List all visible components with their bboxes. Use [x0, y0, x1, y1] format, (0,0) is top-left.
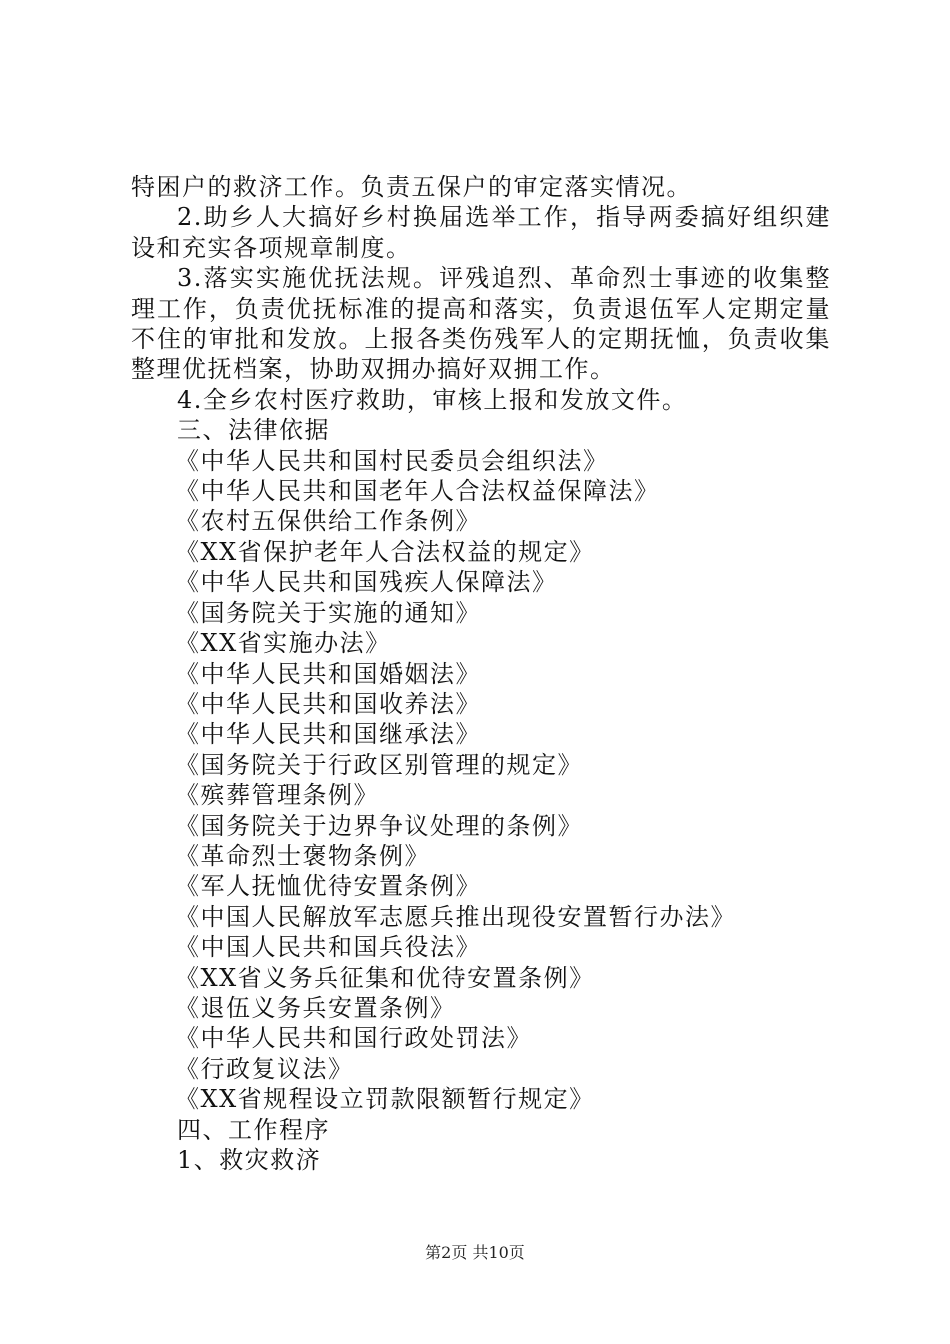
law-item: 《农村五保供给工作条例》	[175, 507, 481, 536]
law-item: 《中国人民解放军志愿兵推出现役安置暂行办法》	[175, 902, 736, 931]
law-list	[131, 446, 831, 1115]
law-item: 《中国人民共和国兵役法》	[175, 933, 481, 962]
law-item: 《革命烈士褒物条例》	[175, 841, 430, 870]
section-heading-work-procedure: 四、工作程序	[177, 1115, 330, 1144]
law-item: 《国务院关于边界争议处理的条例》	[175, 811, 583, 840]
law-item: 《国务院关于行政区别管理的规定》	[175, 750, 583, 779]
law-item: 《XX省保护老年人合法权益的规定》	[175, 537, 595, 566]
law-item: 《中华人民共和国婚姻法》	[175, 659, 481, 688]
page-number-footer: 第2页 共10页	[425, 1243, 525, 1262]
section-heading-legal-basis: 三、法律依据	[177, 416, 330, 445]
paragraph-item-4: 4.全乡农村医疗救助，审核上报和发放文件。	[177, 385, 688, 414]
law-item: 《中华人民共和国老年人合法权益保障法》	[175, 477, 660, 506]
law-item: 《国务院关于实施的通知》	[175, 598, 481, 627]
document-body	[131, 172, 831, 1175]
law-item: 《中华人民共和国村民委员会组织法》	[175, 446, 609, 475]
paragraph-continuation: 特困户的救济工作。负责五保户的审定落实情况。	[131, 173, 692, 201]
law-item: 《XX省实施办法》	[175, 629, 391, 658]
law-item: 《中华人民共和国行政处罚法》	[175, 1024, 532, 1053]
subsection-heading-disaster-relief: 1、救灾救济	[177, 1146, 322, 1174]
law-item: 《军人抚恤优待安置条例》	[175, 872, 481, 901]
law-item: 《殡葬管理条例》	[175, 781, 379, 810]
law-item: 《中华人民共和国收养法》	[175, 689, 481, 718]
law-item: 《中华人民共和国残疾人保障法》	[175, 568, 558, 597]
law-item: 《退伍义务兵安置条例》	[175, 993, 456, 1022]
law-item: 《中华人民共和国继承法》	[175, 720, 481, 749]
law-item: 《行政复议法》	[175, 1054, 354, 1083]
paragraph-item-2: 2.助乡人大搞好乡村换届选举工作，指导两委搞好组织建设和充实各项规章制度。	[131, 203, 831, 262]
law-item: 《XX省义务兵征集和优待安置条例》	[175, 963, 595, 992]
paragraph-item-3: 3.落实实施优抚法规。评残追烈、革命烈士事迹的收集整理工作，负责优抚标准的提高和落实，负责退伍军人定期定量不住的审批和发放。上报各类伤残军人的定期抚恤，负责收集整理优抚档案，协助双拥办搞好双拥工作。	[131, 264, 831, 384]
law-item: 《XX省规程设立罚款限额暂行规定》	[175, 1085, 595, 1114]
